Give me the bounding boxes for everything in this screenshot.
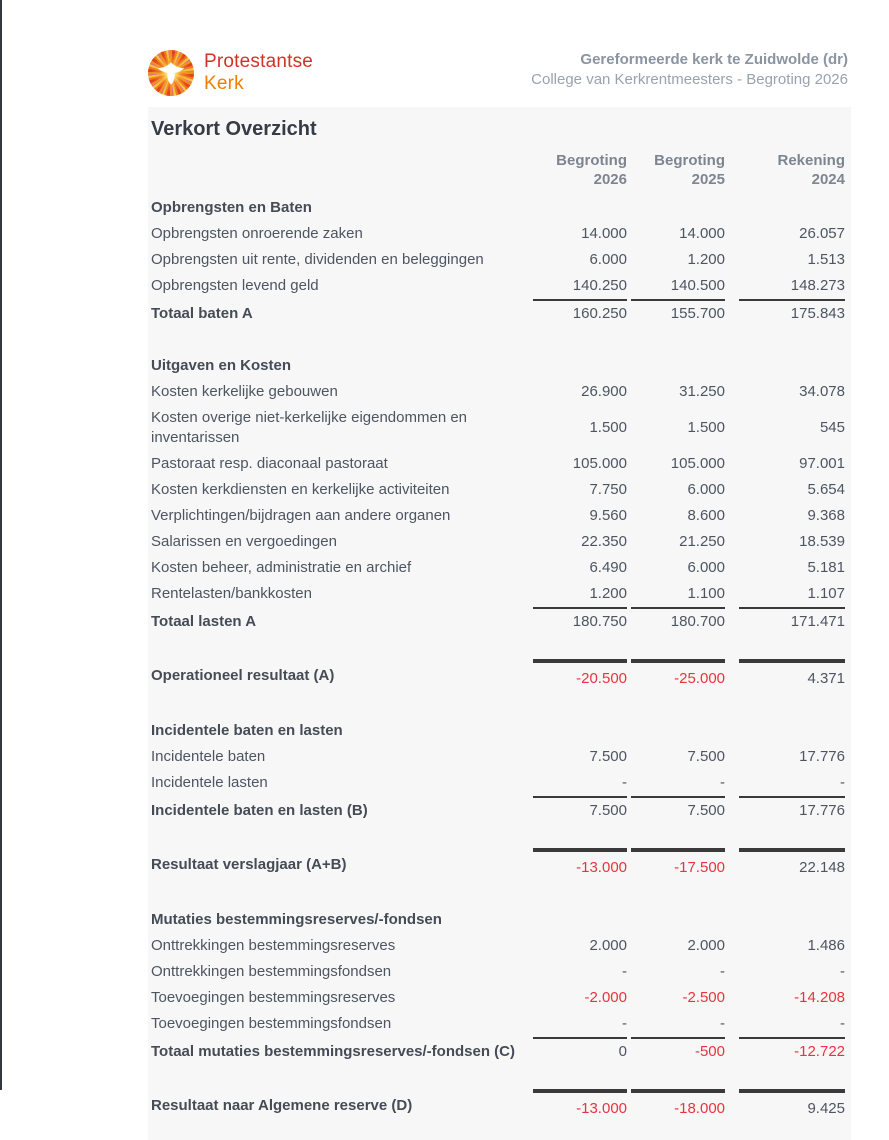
table-row bbox=[151, 247, 845, 273]
table-row bbox=[151, 1011, 845, 1039]
table-row bbox=[151, 933, 845, 959]
value-rekening-2024: -12.722 bbox=[794, 1043, 845, 1060]
value-begroting-2025: - bbox=[631, 1011, 725, 1039]
table-row bbox=[151, 1089, 845, 1122]
value-begroting-2025: 1.200 bbox=[687, 251, 725, 268]
value-begroting-2026: 26.900 bbox=[581, 383, 627, 400]
row-label: Opbrengsten uit rente, dividenden en beleggingen bbox=[151, 251, 484, 268]
value-rekening-2024: 17.776 bbox=[799, 802, 845, 819]
value-rekening-2024: 17.776 bbox=[799, 748, 845, 765]
value-begroting-2026: 105.000 bbox=[572, 455, 627, 472]
row-label: Totaal mutaties bestemmingsreserves/-fondsen (C) bbox=[151, 1043, 515, 1060]
value-begroting-2025: 140.500 bbox=[631, 273, 725, 301]
value-begroting-2025: 7.500 bbox=[687, 748, 725, 765]
table-row bbox=[151, 451, 845, 477]
value-begroting-2025: 6.000 bbox=[687, 559, 725, 576]
row-label: Opbrengsten en Baten bbox=[151, 199, 312, 216]
value-rekening-2024: 18.539 bbox=[799, 533, 845, 550]
column-header-begroting-2026 bbox=[533, 151, 627, 189]
table-row bbox=[151, 609, 845, 635]
value-rekening-2024: 1.513 bbox=[807, 251, 845, 268]
table-row bbox=[151, 503, 845, 529]
value-rekening-2024: 5.181 bbox=[807, 559, 845, 576]
value-rekening-2024: 97.001 bbox=[799, 455, 845, 472]
table-row bbox=[151, 744, 845, 770]
value-begroting-2026: 1.200 bbox=[533, 581, 627, 609]
value-begroting-2025: -18.000 bbox=[631, 1089, 725, 1122]
table-row bbox=[151, 353, 845, 379]
value-rekening-2024: 26.057 bbox=[799, 225, 845, 242]
brand-name-line2: Kerk bbox=[204, 73, 244, 94]
row-label: Incidentele baten en lasten (B) bbox=[151, 802, 368, 819]
row-label: Incidentele baten en lasten bbox=[151, 722, 343, 739]
value-begroting-2026: -13.000 bbox=[533, 1089, 627, 1122]
value-begroting-2026: 9.560 bbox=[589, 507, 627, 524]
value-rekening-2024: 5.654 bbox=[807, 481, 845, 498]
page-title: Verkort Overzicht bbox=[151, 118, 317, 140]
report-panel bbox=[148, 107, 851, 1140]
row-label: Kosten kerkdiensten en kerkelijke activiteiten bbox=[151, 481, 450, 498]
value-rekening-2024: -14.208 bbox=[794, 989, 845, 1006]
value-rekening-2024: 175.843 bbox=[790, 305, 845, 322]
row-label: Verplichtingen/bijdragen aan andere organen bbox=[151, 507, 451, 524]
value-begroting-2026: 140.250 bbox=[533, 273, 627, 301]
column-header-row bbox=[151, 151, 845, 189]
table-row bbox=[151, 848, 845, 881]
row-label: Opbrengsten levend geld bbox=[151, 277, 319, 294]
value-begroting-2026: 160.250 bbox=[572, 305, 627, 322]
page-left-border bbox=[0, 0, 2, 1090]
column-label: Rekening bbox=[777, 152, 845, 169]
value-begroting-2026: - bbox=[622, 963, 627, 980]
value-begroting-2025: - bbox=[720, 963, 725, 980]
row-label: Toevoegingen bestemmingsfondsen bbox=[151, 1015, 392, 1032]
column-header-rekening-2024 bbox=[739, 151, 845, 189]
value-begroting-2026: 7.500 bbox=[589, 748, 627, 765]
value-rekening-2024: 22.148 bbox=[739, 848, 845, 881]
row-label: Uitgaven en Kosten bbox=[151, 357, 292, 374]
column-label: Begroting bbox=[654, 152, 725, 169]
value-begroting-2026: 14.000 bbox=[581, 225, 627, 242]
row-label: Pastoraat resp. diaconaal pastoraat bbox=[151, 455, 388, 472]
row-label: Incidentele lasten bbox=[151, 774, 268, 791]
row-label: Opbrengsten onroerende zaken bbox=[151, 225, 363, 242]
value-rekening-2024: 1.107 bbox=[739, 581, 845, 609]
table-row bbox=[151, 301, 845, 327]
organization-subtitle: College van Kerkrentmeesters - Begroting 2026 bbox=[531, 71, 848, 88]
row-label: Resultaat naar Algemene reserve (D) bbox=[151, 1096, 413, 1114]
value-begroting-2026: -13.000 bbox=[533, 848, 627, 881]
value-begroting-2026: 0 bbox=[618, 1043, 627, 1060]
organization-block bbox=[531, 50, 848, 90]
value-rekening-2024: - bbox=[739, 770, 845, 798]
value-begroting-2025: 1.100 bbox=[631, 581, 725, 609]
pkn-sunburst-dove-logo-icon bbox=[148, 50, 194, 96]
row-label: Rentelasten/bankkosten bbox=[151, 585, 312, 602]
row-label: Onttrekkingen bestemmingsfondsen bbox=[151, 963, 392, 980]
value-begroting-2025: 6.000 bbox=[687, 481, 725, 498]
row-label: Salarissen en vergoedingen bbox=[151, 533, 337, 550]
value-begroting-2025: 14.000 bbox=[679, 225, 725, 242]
value-begroting-2026: 6.490 bbox=[589, 559, 627, 576]
brand-wordmark bbox=[204, 51, 313, 95]
column-year: 2025 bbox=[691, 171, 725, 188]
table-row bbox=[151, 477, 845, 503]
brand-name-line1: Protestantse bbox=[204, 51, 314, 72]
value-begroting-2026: 22.350 bbox=[581, 533, 627, 550]
value-begroting-2026: 180.750 bbox=[572, 613, 627, 630]
value-rekening-2024: 34.078 bbox=[799, 383, 845, 400]
table-row bbox=[151, 581, 845, 609]
brand-block bbox=[148, 50, 313, 96]
row-label: Totaal baten A bbox=[151, 305, 253, 322]
value-begroting-2025: -17.500 bbox=[631, 848, 725, 881]
value-begroting-2025: 21.250 bbox=[679, 533, 725, 550]
report-table bbox=[151, 195, 845, 1122]
value-begroting-2026: 2.000 bbox=[589, 937, 627, 954]
table-row bbox=[151, 221, 845, 247]
value-begroting-2026: -2.000 bbox=[584, 989, 627, 1006]
row-label: Kosten beheer, administratie en archief bbox=[151, 559, 412, 576]
value-rekening-2024: - bbox=[840, 963, 845, 980]
table-row bbox=[151, 555, 845, 581]
table-row bbox=[151, 195, 845, 221]
table-row bbox=[151, 959, 845, 985]
value-rekening-2024: 545 bbox=[819, 419, 845, 436]
value-rekening-2024: 171.471 bbox=[790, 613, 845, 630]
value-rekening-2024: - bbox=[739, 1011, 845, 1039]
value-begroting-2025: 2.000 bbox=[687, 937, 725, 954]
row-label: Incidentele baten bbox=[151, 748, 266, 765]
row-label: Onttrekkingen bestemmingsreserves bbox=[151, 937, 396, 954]
value-begroting-2025: - bbox=[631, 770, 725, 798]
row-label: Kosten kerkelijke gebouwen bbox=[151, 383, 338, 400]
table-row bbox=[151, 273, 845, 301]
table-row bbox=[151, 405, 845, 451]
value-begroting-2025: 8.600 bbox=[687, 507, 725, 524]
value-begroting-2026: - bbox=[533, 1011, 627, 1039]
value-begroting-2025: -25.000 bbox=[631, 659, 725, 692]
value-begroting-2025: 155.700 bbox=[670, 305, 725, 322]
value-begroting-2025: 31.250 bbox=[679, 383, 725, 400]
column-label: Begroting bbox=[556, 152, 627, 169]
value-begroting-2025: -500 bbox=[694, 1043, 725, 1060]
organization-name: Gereformeerde kerk te Zuidwolde (dr) bbox=[580, 51, 848, 68]
row-label: Operationeel resultaat (A) bbox=[151, 666, 335, 684]
row-label: Totaal lasten A bbox=[151, 613, 257, 630]
value-begroting-2025: 1.500 bbox=[687, 419, 725, 436]
table-row bbox=[151, 1039, 845, 1065]
table-row bbox=[151, 659, 845, 692]
table-row bbox=[151, 379, 845, 405]
table-row bbox=[151, 529, 845, 555]
row-label: Toevoegingen bestemmingsreserves bbox=[151, 989, 396, 1006]
value-rekening-2024: 1.486 bbox=[807, 937, 845, 954]
row-label: Resultaat verslagjaar (A+B) bbox=[151, 855, 347, 873]
value-begroting-2026: 7.750 bbox=[589, 481, 627, 498]
value-begroting-2025: 180.700 bbox=[670, 613, 725, 630]
value-begroting-2025: 105.000 bbox=[670, 455, 725, 472]
value-begroting-2026: -20.500 bbox=[533, 659, 627, 692]
value-begroting-2026: 7.500 bbox=[589, 802, 627, 819]
column-year: 2024 bbox=[811, 171, 845, 188]
table-row bbox=[151, 770, 845, 798]
value-begroting-2026: 6.000 bbox=[589, 251, 627, 268]
value-rekening-2024: 4.371 bbox=[739, 659, 845, 692]
value-begroting-2025: -2.500 bbox=[682, 989, 725, 1006]
table-row bbox=[151, 907, 845, 933]
value-rekening-2024: 9.425 bbox=[739, 1089, 845, 1122]
column-header-begroting-2025 bbox=[631, 151, 725, 189]
value-begroting-2025: 7.500 bbox=[687, 802, 725, 819]
document-header bbox=[148, 50, 848, 96]
table-row bbox=[151, 798, 845, 824]
value-rekening-2024: 9.368 bbox=[807, 507, 845, 524]
row-label: Kosten overige niet-kerkelijke eigendommen en inventarissen bbox=[151, 409, 468, 446]
table-row bbox=[151, 985, 845, 1011]
value-rekening-2024: 148.273 bbox=[739, 273, 845, 301]
value-begroting-2026: 1.500 bbox=[589, 419, 627, 436]
row-label: Mutaties bestemmingsreserves/-fondsen bbox=[151, 911, 442, 928]
value-begroting-2026: - bbox=[533, 770, 627, 798]
table-row bbox=[151, 718, 845, 744]
column-year: 2026 bbox=[593, 171, 627, 188]
